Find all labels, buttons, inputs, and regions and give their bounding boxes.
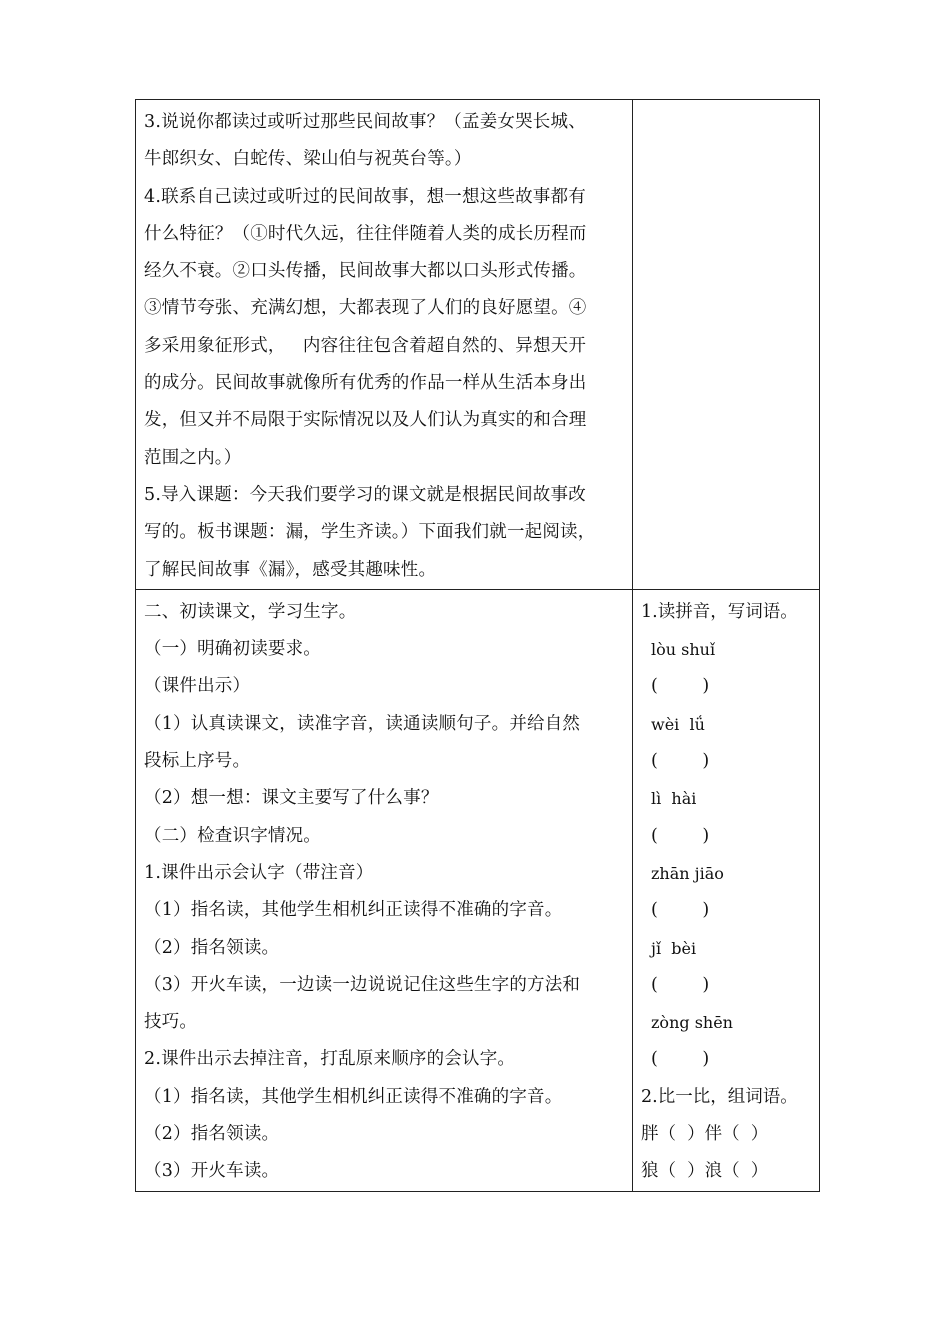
text-line: （1）认真读课文，读准字音，读通读顺句子。并给自然 xyxy=(144,713,581,734)
text-line: （1）指名读，其他学生相机纠正读得不准确的字音。 xyxy=(144,900,563,921)
text-line: （3）开火车读。 xyxy=(144,1161,280,1182)
text-line: 3.说说你都读过或听过那些民间故事？（孟姜女哭长城、 xyxy=(144,112,586,132)
answer-blank: ( ) xyxy=(651,825,710,846)
pinyin-item: zòng shēn xyxy=(651,1013,733,1033)
text-line: 经久不衰。②口头传播，民间故事大都以口头形式传播。 xyxy=(144,261,587,282)
exercise-title: 1.读拼音，写词语。 xyxy=(641,601,798,622)
pinyin-item: wèi lǘ xyxy=(651,714,705,734)
text-line: 段标上序号。 xyxy=(144,751,251,772)
exercise-cell xyxy=(633,589,820,1191)
answer-blank: ( ) xyxy=(651,676,710,697)
text-line: 5.导入课题：今天我们要学习的课文就是根据民间故事改 xyxy=(144,484,586,505)
answer-blank: ( ) xyxy=(651,1049,710,1070)
text-line: 1.课件出示会认字（带注音） xyxy=(144,862,374,883)
text-line: 2.课件出示去掉注音，打乱原来顺序的会认字。 xyxy=(144,1049,516,1070)
table-row xyxy=(136,589,820,1191)
text-line: ③情节夸张、充满幻想，大都表现了人们的良好愿望。④ xyxy=(144,298,587,319)
pinyin-item: lì hài xyxy=(651,789,697,809)
text-line: （课件出示） xyxy=(144,676,251,697)
text-line: （3）开火车读，一边读一边说说记住这些生字的方法和 xyxy=(144,974,581,995)
answer-blank: ( ) xyxy=(651,974,710,995)
text-line: 发，但又并不局限于实际情况以及人们认为真实的和合理 xyxy=(144,410,587,431)
text-line: （一）明确初读要求。 xyxy=(144,639,321,660)
text-line: （2）指名领读。 xyxy=(144,1124,280,1145)
lesson-plan-table xyxy=(135,99,820,1192)
text-line: 技巧。 xyxy=(144,1012,198,1033)
pinyin-item: lòu shuǐ xyxy=(651,640,716,660)
text-line: 二、初读课文，学习生字。 xyxy=(144,601,357,622)
text-line: 写的。板书课题：漏，学生齐读。）下面我们就一起阅读， xyxy=(144,522,596,543)
text-line: 牛郎织女、白蛇传、梁山伯与祝英台等。） xyxy=(144,149,472,170)
text-line: 的成分。民间故事就像所有优秀的作品一样从生活本身出 xyxy=(144,373,587,394)
answer-blank: ( ) xyxy=(651,900,710,921)
compare-item: 胖（ ）伴（ ） xyxy=(641,1124,769,1145)
pinyin-item: jǐ bèi xyxy=(651,938,697,958)
teaching-process-cell xyxy=(136,100,633,590)
compare-item: 狼（ ）浪（ ） xyxy=(641,1161,769,1182)
table-row xyxy=(136,100,820,590)
pinyin-item: zhān jiāo xyxy=(651,863,724,883)
text-line: 4.联系自己读过或听过的民间故事，想一想这些故事都有 xyxy=(144,186,586,207)
exercise-title: 2.比一比，组词语。 xyxy=(641,1086,798,1107)
text-line: （二）检查识字情况。 xyxy=(144,825,321,846)
answer-blank: ( ) xyxy=(651,751,710,772)
text-line: （2）指名领读。 xyxy=(144,937,280,958)
exercise-cell-empty xyxy=(633,100,820,590)
text-line: （2）想一想：课文主要写了什么事？ xyxy=(144,788,439,809)
text-line: 了解民间故事《漏》，感受其趣味性。 xyxy=(144,559,437,580)
text-line: 多采用象征形式， 内容往往包含着超自然的、异想天开 xyxy=(144,335,587,356)
text-line: （1）指名读，其他学生相机纠正读得不准确的字音。 xyxy=(144,1086,563,1107)
text-line: 什么特征？（①时代久远，往往伴随着人类的成长历程而 xyxy=(144,223,587,244)
text-line: 范围之内。） xyxy=(144,447,242,468)
teaching-process-cell xyxy=(136,589,633,1191)
